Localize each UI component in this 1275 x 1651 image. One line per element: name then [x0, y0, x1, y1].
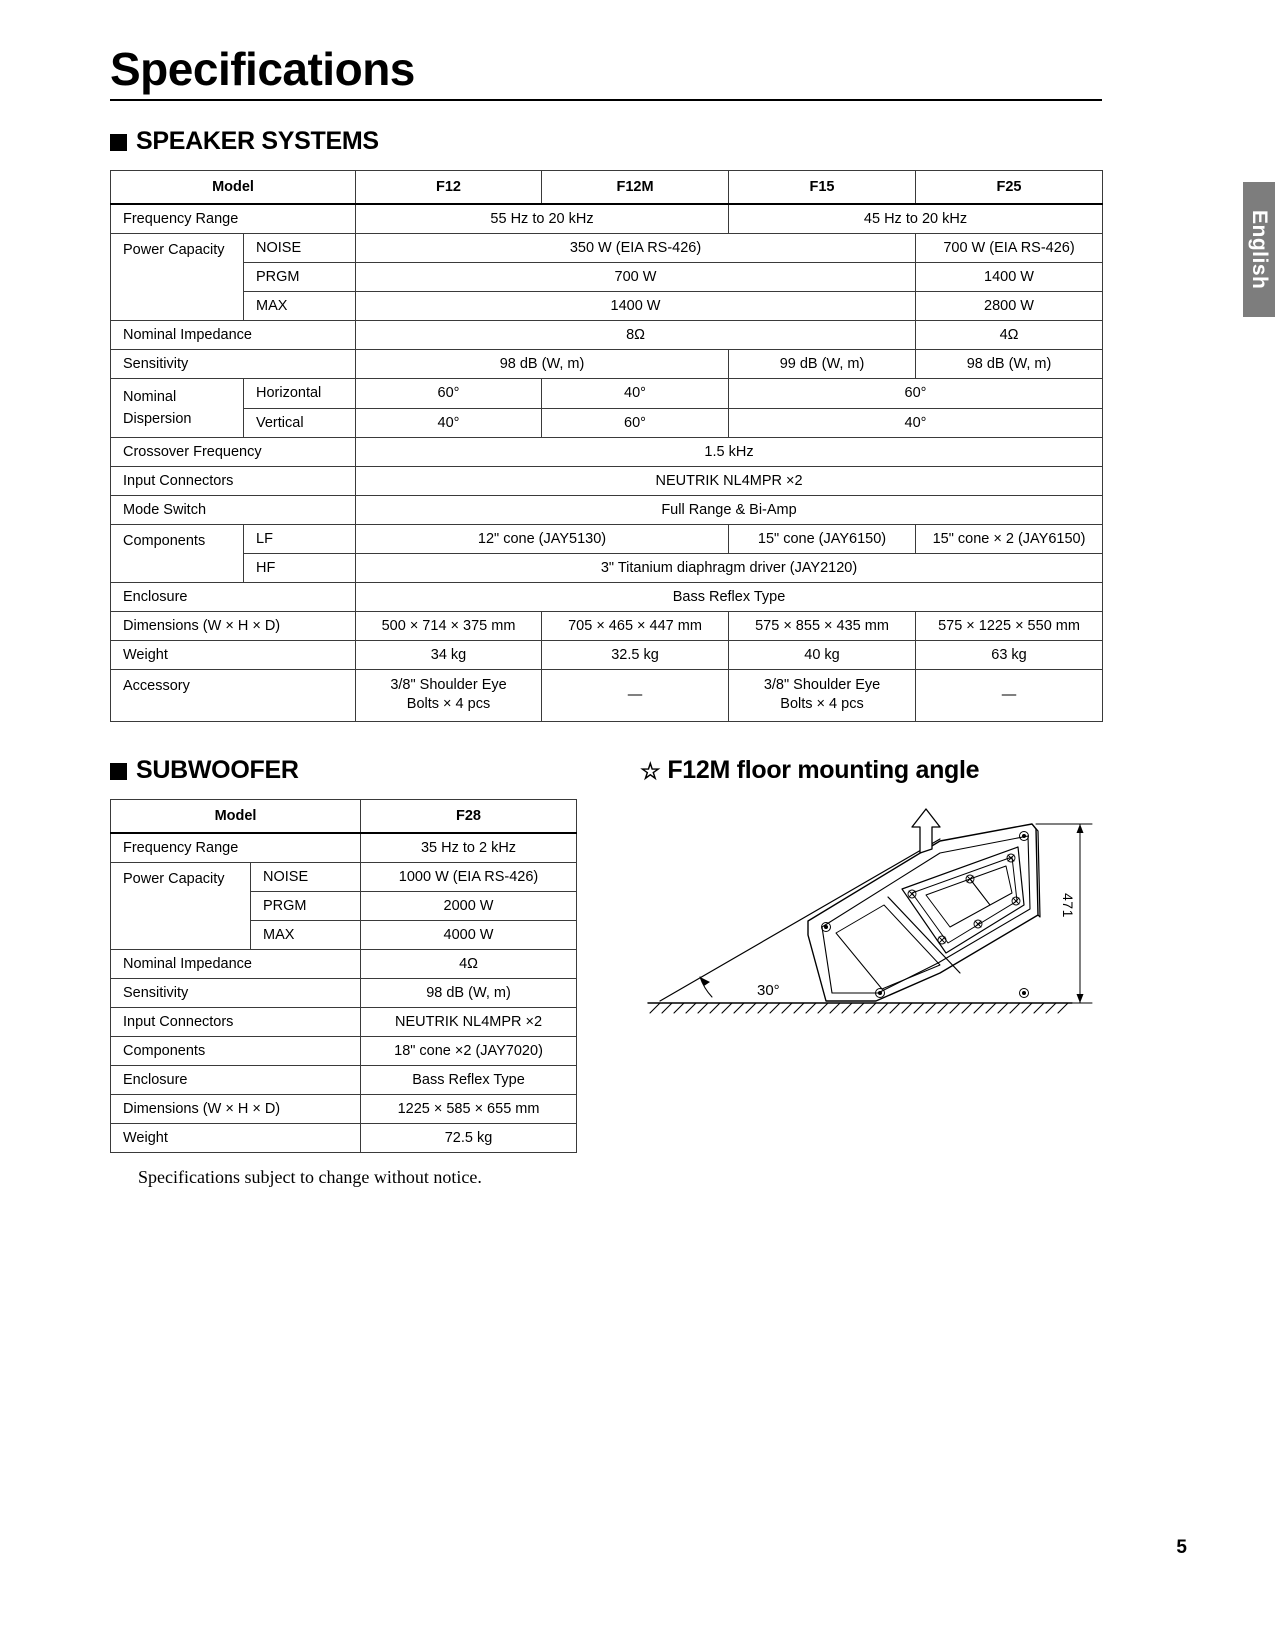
table-row: [111, 204, 1103, 234]
table-header-row: [111, 799, 577, 833]
row-sublabel-hf: HF: [244, 553, 356, 582]
height-dimension-label: 471: [1060, 892, 1076, 918]
table-row: [111, 1036, 577, 1065]
row-label-enclosure: Enclosure: [111, 582, 356, 611]
table-row: [111, 1007, 577, 1036]
cell-dimensions-f25: 575 × 1225 × 550 mm: [916, 611, 1103, 640]
speaker-systems-heading-label: SPEAKER SYSTEMS: [136, 127, 379, 156]
row-label-accessory: Accessory: [111, 669, 356, 721]
cell-noise-f12-f15: 350 W (EIA RS-426): [356, 234, 916, 263]
table-header-row: [111, 171, 1103, 205]
cell-lf-f25: 15" cone × 2 (JAY6150): [916, 524, 1103, 553]
cell-vertical-f12: 40°: [356, 408, 542, 437]
mounting-diagram-column: [640, 756, 1102, 1035]
table-row: [111, 949, 577, 978]
row-label-input-connectors: Input Connectors: [111, 466, 356, 495]
filled-square-icon: [110, 763, 127, 780]
row-sublabel-lf: LF: [244, 524, 356, 553]
angle-label: 30°: [757, 981, 780, 999]
table-row: [111, 263, 1103, 292]
table-row: [111, 669, 1103, 721]
row-sublabel-noise: NOISE: [251, 862, 361, 891]
cell-accessory-f15: [729, 669, 916, 721]
cell-horizontal-f12m: 40°: [542, 379, 729, 408]
row-label-dimensions: Dimensions (W × H × D): [111, 1094, 361, 1123]
cell-vertical-f15-f25: 40°: [729, 408, 1103, 437]
cell-sensitivity-f25: 98 dB (W, m): [916, 350, 1103, 379]
cell-dimensions-f12: 500 × 714 × 375 mm: [356, 611, 542, 640]
row-label-nominal-dispersion-line1: Nominal: [123, 389, 177, 406]
star-outline-icon: ☆: [640, 757, 661, 784]
cell-noise: 1000 W (EIA RS-426): [361, 862, 577, 891]
row-label-weight: Weight: [111, 1123, 361, 1152]
row-label-components: Components: [111, 524, 244, 582]
table-row: [111, 1065, 577, 1094]
page-number: 5: [1176, 1537, 1187, 1558]
title-divider: [110, 99, 1102, 101]
row-label-power-capacity: Power Capacity: [111, 234, 244, 321]
subwoofer-heading-label: SUBWOOFER: [136, 755, 299, 784]
table-row: [111, 321, 1103, 350]
row-label-crossover-frequency: Crossover Frequency: [111, 437, 356, 466]
cell-hf: 3" Titanium diaphragm driver (JAY2120): [356, 553, 1103, 582]
table-row: [111, 350, 1103, 379]
row-label-weight: Weight: [111, 640, 356, 669]
table-row: [111, 524, 1103, 553]
cell-weight-f12m: 32.5 kg: [542, 640, 729, 669]
cell-components: 18" cone ×2 (JAY7020): [361, 1036, 577, 1065]
cell-enclosure: Bass Reflex Type: [356, 582, 1103, 611]
row-label-mode-switch: Mode Switch: [111, 495, 356, 524]
cell-prgm: 2000 W: [361, 891, 577, 920]
cell-weight-f12: 34 kg: [356, 640, 542, 669]
table-row: [111, 495, 1103, 524]
speaker-systems-table: [110, 170, 1103, 722]
cell-enclosure: Bass Reflex Type: [361, 1065, 577, 1094]
column-header-f28: F28: [361, 799, 577, 833]
cell-prgm-f25: 1400 W: [916, 263, 1103, 292]
cell-input-connectors: NEUTRIK NL4MPR ×2: [356, 466, 1103, 495]
row-label-nominal-impedance: Nominal Impedance: [111, 949, 361, 978]
cell-max-f12-f15: 1400 W: [356, 292, 916, 321]
cell-horizontal-f15-f25: 60°: [729, 379, 1103, 408]
column-header-f15: F15: [729, 171, 916, 205]
speaker-systems-heading: [110, 127, 1102, 156]
lower-section: [110, 756, 1102, 1188]
cell-sensitivity-f12-f12m: 98 dB (W, m): [356, 350, 729, 379]
cell-accessory-f12: [356, 669, 542, 721]
row-label-enclosure: Enclosure: [111, 1065, 361, 1094]
row-sublabel-noise: NOISE: [244, 234, 356, 263]
cell-weight-f15: 40 kg: [729, 640, 916, 669]
row-label-sensitivity: Sensitivity: [111, 350, 356, 379]
f12m-floor-mounting-diagram: [640, 805, 1102, 1035]
cell-prgm-f12-f15: 700 W: [356, 263, 916, 292]
table-row: [111, 437, 1103, 466]
cell-weight-f25: 63 kg: [916, 640, 1103, 669]
page-title: Specifications: [110, 43, 415, 95]
row-label-nominal-dispersion-line2: Dispersion: [123, 411, 192, 428]
cell-mode-switch: Full Range & Bi-Amp: [356, 495, 1103, 524]
column-header-model: Model: [111, 799, 361, 833]
cell-accessory-f12-line1: 3/8" Shoulder Eye: [390, 676, 507, 693]
filled-square-icon: [110, 134, 127, 151]
cell-dimensions: 1225 × 585 × 655 mm: [361, 1094, 577, 1123]
table-row: [111, 1094, 577, 1123]
language-side-tab-label: English: [1248, 209, 1271, 290]
cell-horizontal-f12: 60°: [356, 379, 542, 408]
table-row: [111, 640, 1103, 669]
table-row: [111, 582, 1103, 611]
table-row: [111, 862, 577, 891]
cell-accessory-f25: —: [916, 669, 1103, 721]
cell-nominal-impedance: 4Ω: [361, 949, 577, 978]
cell-max: 4000 W: [361, 920, 577, 949]
row-label-frequency-range: Frequency Range: [111, 833, 361, 863]
subwoofer-heading: [110, 756, 640, 785]
column-header-f12m: F12M: [542, 171, 729, 205]
cell-frequency-range-f15-f25: 45 Hz to 20 kHz: [729, 204, 1103, 234]
cell-nominal-impedance-f25: 4Ω: [916, 321, 1103, 350]
cell-vertical-f12m: 60°: [542, 408, 729, 437]
language-side-tab: [1243, 182, 1275, 317]
row-label-frequency-range: Frequency Range: [111, 204, 356, 234]
cell-accessory-f15-line1: 3/8" Shoulder Eye: [763, 676, 881, 693]
row-sublabel-horizontal: Horizontal: [244, 379, 356, 408]
column-header-model: Model: [111, 171, 356, 205]
cell-max-f25: 2800 W: [916, 292, 1103, 321]
table-row: [111, 379, 1103, 408]
row-label-nominal-impedance: Nominal Impedance: [111, 321, 356, 350]
row-label-nominal-dispersion: [111, 379, 244, 438]
cell-input-connectors: NEUTRIK NL4MPR ×2: [361, 1007, 577, 1036]
cell-weight: 72.5 kg: [361, 1123, 577, 1152]
cell-sensitivity-f15: 99 dB (W, m): [729, 350, 916, 379]
row-sublabel-max: MAX: [244, 292, 356, 321]
table-row: [111, 833, 577, 863]
mounting-diagram-heading-label: F12M floor mounting angle: [667, 755, 980, 784]
column-header-f25: F25: [916, 171, 1103, 205]
row-label-power-capacity: Power Capacity: [111, 862, 251, 949]
hatched-ground-icon: [650, 1003, 1068, 1013]
cell-dimensions-f12m: 705 × 465 × 447 mm: [542, 611, 729, 640]
row-label-input-connectors: Input Connectors: [111, 1007, 361, 1036]
cell-nominal-impedance-f12-f15: 8Ω: [356, 321, 916, 350]
table-row: [111, 466, 1103, 495]
row-sublabel-prgm: PRGM: [244, 263, 356, 292]
specifications-footnote: Specifications subject to change without notice.: [138, 1166, 482, 1187]
cell-frequency-range: 35 Hz to 2 kHz: [361, 833, 577, 863]
table-row: [111, 611, 1103, 640]
cell-lf-f12-f12m: 12" cone (JAY5130): [356, 524, 729, 553]
cell-frequency-range-f12-f12m: 55 Hz to 20 kHz: [356, 204, 729, 234]
table-row: [111, 292, 1103, 321]
row-label-components: Components: [111, 1036, 361, 1065]
subwoofer-column: [110, 756, 640, 1188]
cell-sensitivity: 98 dB (W, m): [361, 978, 577, 1007]
cell-dimensions-f15: 575 × 855 × 435 mm: [729, 611, 916, 640]
cell-crossover-frequency: 1.5 kHz: [356, 437, 1103, 466]
table-row: [111, 553, 1103, 582]
mounting-diagram-heading: [640, 756, 1102, 785]
column-header-f12: F12: [356, 171, 542, 205]
table-row: [111, 234, 1103, 263]
table-row: [111, 1123, 577, 1152]
row-label-sensitivity: Sensitivity: [111, 978, 361, 1007]
row-sublabel-prgm: PRGM: [251, 891, 361, 920]
cell-noise-f25: 700 W (EIA RS-426): [916, 234, 1103, 263]
row-sublabel-vertical: Vertical: [244, 408, 356, 437]
row-sublabel-max: MAX: [251, 920, 361, 949]
cell-accessory-f15-line2: Bolts × 4 pcs: [780, 696, 864, 713]
table-row: [111, 408, 1103, 437]
cell-accessory-f12m: —: [542, 669, 729, 721]
page-content: [110, 45, 1102, 1188]
cell-accessory-f12-line2: Bolts × 4 pcs: [406, 696, 491, 713]
cell-lf-f15: 15" cone (JAY6150): [729, 524, 916, 553]
row-label-dimensions: Dimensions (W × H × D): [111, 611, 356, 640]
table-row: [111, 978, 577, 1007]
subwoofer-table: [110, 799, 577, 1153]
